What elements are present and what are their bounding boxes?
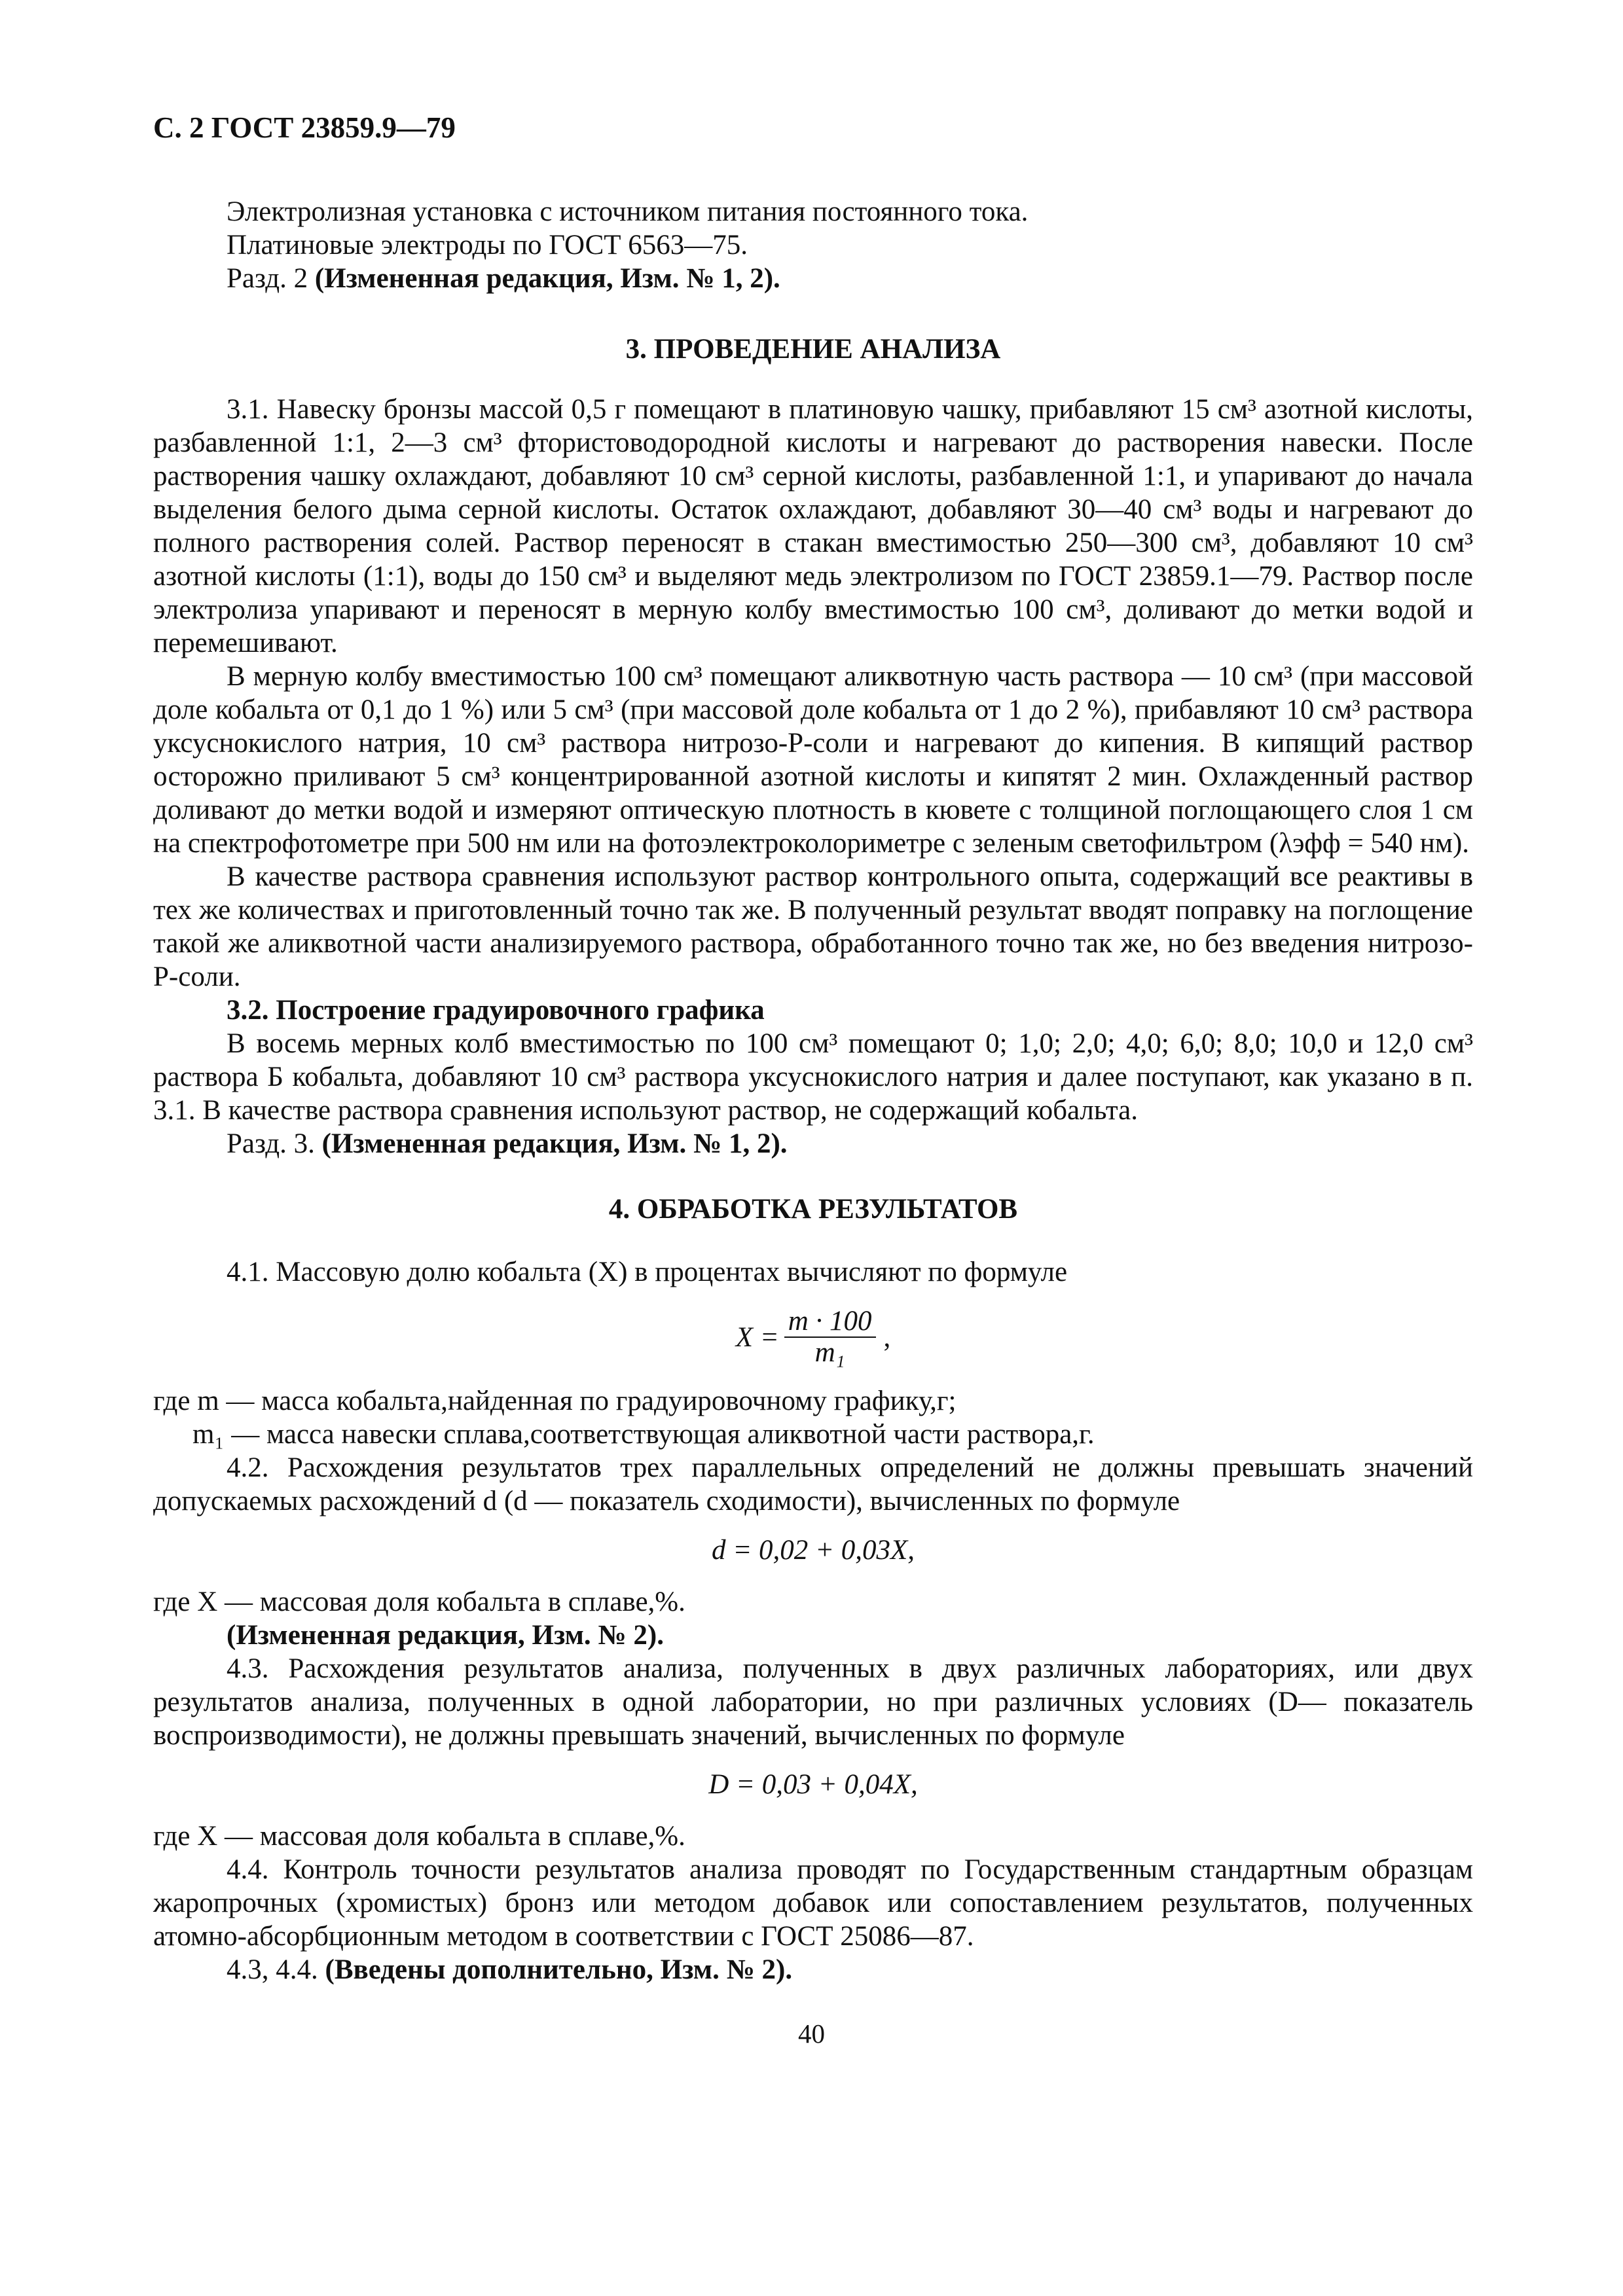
intro-line-2: Платиновые электроды по ГОСТ 6563—75. [227, 230, 748, 260]
formula-3-where: где X — массовая доля кобальта в сплаве,%. [153, 1821, 685, 1852]
section-3-title: 3. ПРОВЕДЕНИЕ АНАЛИЗА [625, 334, 1001, 365]
paragraph-3-2: В восемь мерных колб вместимостью по 100 см³ помещают 0; 1,0; 2,0; 4,0; 6,0; 8,0; 10,0 и 12,0 см³ раствора Б кобальта, добавляют 10 см³ раствора уксуснокислого натрия и далее поступают, как указано в п. 3.1. В качестве раствора сравнения используют раствор, не содержащий кобальта. [153, 1028, 1473, 1126]
amendment-note: (Измененная редакция, Изм. № 1, 2). [314, 263, 780, 294]
section-4-note-bold: (Введены дополнительно, Изм. № 2). [325, 1954, 793, 1985]
formula-1-numerator: m · 100 [784, 1306, 876, 1338]
page-header: С. 2 ГОСТ 23859.9—79 [153, 111, 456, 144]
paragraph-4-2-note [153, 1619, 1473, 1652]
intro-block [153, 195, 1473, 295]
formula-1-where-a: где m — масса кобальта,найденная по градуировочному графику,г; [153, 1386, 957, 1416]
formula-1-denominator: m₁ [814, 1337, 845, 1368]
formula-2-where: где X — массовая доля кобальта в сплаве,%. [153, 1587, 685, 1617]
paragraph-4-3: 4.3. Расхождения результатов анализа, полученных в двух различных лабораториях, или двух результатов анализа, полученных в одной лаборатории, но при различных условиях (D— показатель воспроизводимости), не должны превышать значений, вычисленных по формуле [153, 1653, 1473, 1751]
section-3-note-text: Разд. 3. [227, 1128, 322, 1159]
formula-1-fraction [784, 1306, 876, 1368]
formula-1-tail: , [883, 1321, 891, 1353]
paragraph-4-1: 4.1. Массовую долю кобальта (X) в процентах вычисляют по формуле [227, 1257, 1068, 1287]
formula-1-lhs: X = [735, 1321, 779, 1353]
section-3-body [153, 393, 1473, 1160]
section-3-note-bold: (Измененная редакция, Изм. № 1, 2). [321, 1128, 788, 1159]
subsection-3-2-title [153, 994, 1473, 1027]
paragraph-4-2-note-text: (Измененная редакция, Изм. № 2). [227, 1620, 664, 1651]
paragraph-4-4: 4.4. Контроль точности результатов анализа проводят по Государственным стандартным образцам жаропрочных (хромистых) бронз или методом добавок или сопоставлением результатов, полученных атомно-абсорбционным методом в соответствии с ГОСТ 25086—87. [153, 1854, 1473, 1952]
section-4-note-text: 4.3, 4.4. [227, 1954, 325, 1985]
paragraph-3-1-c: В качестве раствора сравнения используют раствор контрольного опыта, содержащий все реактивы в тех же количествах и приготовленный точно так же. В полученный результат вводят поправку на поглощение такой же аликвотной части анализируемого раствора, обработанного точно так же, но без введения нитрозо-Р-соли. [153, 861, 1473, 992]
section-4-title: 4. ОБРАБОТКА РЕЗУЛЬТАТОВ [608, 1194, 1018, 1225]
section-4-body [153, 1255, 1473, 1986]
paragraph-3-1-b: В мерную колбу вместимостью 100 см³ помещают аликвотную часть раствора — 10 см³ (при массовой доле кобальта от 0,1 до 1 %) или 5 см³ (при массовой доле кобальта от 1 до 2 %), прибавляют 10 см³ раствора уксуснокислого натрия, 10 см³ раствора нитрозо-Р-соли и нагревают до кипения. В кипящий раствор осторожно приливают 5 см³ концентрированной азотной кислоты и кипятят 2 мин. Охлажденный раствор доливают до метки водой и измеряют оптическую плотность в кювете с толщиной поглощающего слоя 1 см на спектрофотометре при 500 нм или на фотоэлектроколориметре с зеленым светофильтром (λэфф = 540 нм). [153, 661, 1473, 859]
section-3-note [153, 1127, 1473, 1160]
intro-line-3 [153, 262, 1473, 295]
page-number: 40 [798, 2018, 825, 2049]
section-3 [153, 332, 1473, 366]
paragraph-4-2: 4.2. Расхождения результатов трех параллельных определений не должны превышать значений допускаемых расхождений d (d — показатель сходимости), вычисленных по формуле [153, 1452, 1473, 1516]
section-4-note [153, 1953, 1473, 1986]
paragraph-3-1: 3.1. Навеску бронзы массой 0,5 г помещают в платиновую чашку, прибавляют 15 см³ азотной кислоты, разбавленной 1:1, 2—3 см³ фтористоводородной кислоты и нагревают до растворения навески. После растворения чашку охлаждают, добавляют 10 см³ серной кислоты, разбавленной 1:1, и упаривают до начала выделения белого дыма серной кислоты. Остаток охлаждают, добавляют 30—40 см³ воды и нагревают до полного растворения солей. Раствор переносят в стакан вместимостью 250—300 см³, добавляют 10 см³ азотной кислоты (1:1), воды до 150 см³ и выделяют медь электролизом по ГОСТ 23859.1—79. Раствор после электролиза упаривают и переносят в мерную колбу вместимостью 100 см³, доливают до метки водой и перемешивают. [153, 394, 1473, 658]
intro-line-3-text: Разд. 2 [227, 263, 315, 294]
subsection-3-2-title-text: 3.2. Построение градуировочного графика [227, 995, 765, 1026]
formula-1-where-b: m₁ — масса навески сплава,соответствующая аликвотной части раствора,г. [192, 1419, 1095, 1450]
section-4 [153, 1193, 1473, 1226]
formula-1 [153, 1299, 1473, 1375]
intro-line-1: Электролизная установка с источником питания постоянного тока. [227, 196, 1029, 227]
formula-3: D = 0,03 + 0,04X, [708, 1769, 918, 1800]
formula-2: d = 0,02 + 0,03X, [711, 1535, 915, 1566]
